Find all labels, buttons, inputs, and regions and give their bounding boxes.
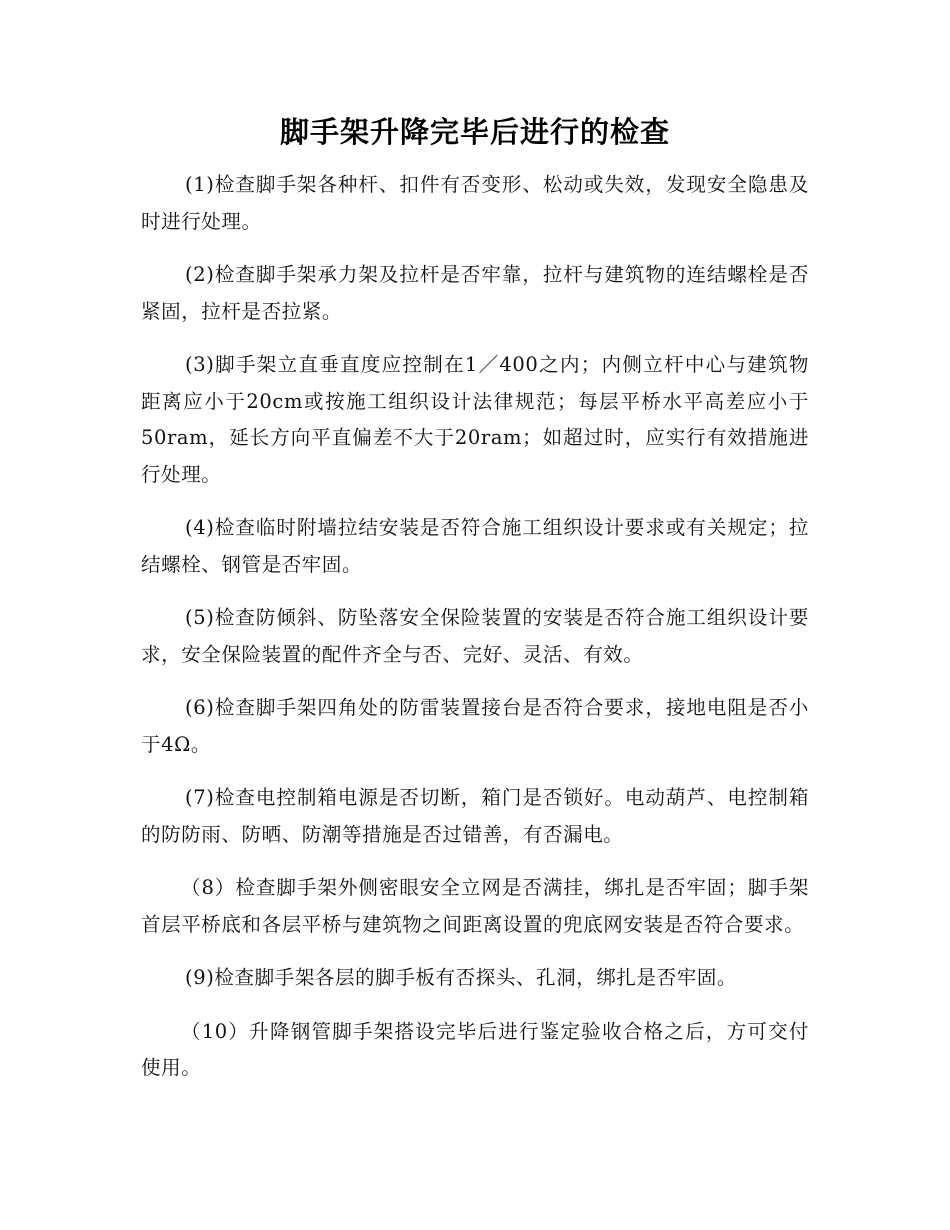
paragraph-1: (1)检查脚手架各种杆、扣件有否变形、松动或失效，发现安全隐患及时进行处理。 xyxy=(141,173,809,233)
paragraph-2: (2)检查脚手架承力架及拉杆是否牢靠，拉杆与建筑物的连结螺栓是否紧固，拉杆是否拉紧。 xyxy=(141,263,809,323)
paragraph-9: (9)检查脚手架各层的脚手板有否探头、孔洞，绑扎是否牢固。 xyxy=(185,966,738,989)
paragraph-8: （8）检查脚手架外侧密眼安全立网是否满挂，绑扎是否牢固；脚手架首层平桥底和各层平桥与建筑物之间距离设置的兜底网安装是否符合要求。 xyxy=(141,876,809,936)
paragraph-7: (7)检查电控制箱电源是否切断，箱门是否锁好。电动葫芦、电控制箱的防防雨、防晒、防潮等措施是否过错善，有否漏电。 xyxy=(141,786,809,846)
paragraph-10: （10）升降钢管脚手架搭设完毕后进行鉴定验收合格之后，方可交付使用。 xyxy=(141,1019,809,1079)
paragraph-3: (3)脚手架立直垂直度应控制在1／400之内；内侧立杆中心与建筑物距离应小于20cm或按施工组织设计法律规范；每层平桥水平高差应小于50ram，延长方向平直偏差不大于20ram；如超过时，应实行有效措施进行处理。 xyxy=(141,353,809,486)
document-body xyxy=(141,167,809,1104)
page-title: 脚手架升降完毕后进行的检查 xyxy=(279,115,670,149)
paragraph-6: (6)检查脚手架四角处的防雷装置接台是否符合要求，接地电阻是否小于4Ω。 xyxy=(141,696,809,756)
paragraph-4: (4)检查临时附墙拉结安装是否符合施工组织设计要求或有关规定；拉结螺栓、钢管是否牢固。 xyxy=(141,516,809,576)
paragraph-5: (5)检查防倾斜、防坠落安全保险装置的安装是否符合施工组织设计要求，安全保险装置的配件齐全与否、完好、灵活、有效。 xyxy=(141,606,809,666)
